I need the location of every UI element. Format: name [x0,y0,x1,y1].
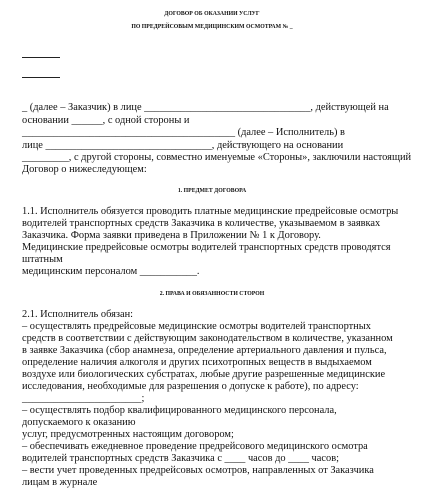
party-blank-1 [22,57,60,58]
section-2-line-12: – обеспечивать ежедневное проведение предрейсового медицинского осмотра [22,441,368,452]
section-2-line-8: _______________________; [22,393,145,404]
intro-line-1: _ (далее – Заказчик) в лице ________________________________, действующей на [22,102,389,113]
intro-line-3: _________________________________________ (далее – Исполнитель) в [22,127,345,138]
section-2-line-15: лицам в журнале [22,477,98,488]
section-1-heading: 1. ПРЕДМЕТ ДОГОВОРА [177,188,247,194]
section-1-line-2: водителей транспортных средств Заказчика в количестве, указываемом в заявках [22,218,381,229]
section-2-line-1: 2.1. Исполнитель обязан: [22,309,134,320]
section-2-line-14: – вести учет проведенных предрейсовых осмотров, направленных от Заказчика [22,465,374,476]
party-blank-2 [22,77,60,78]
section-2-line-10: допускаемого к оказанию [22,417,136,428]
section-2-line-2: – осуществлять предрейсовые медицинские осмотры водителей транспортных [22,321,371,332]
section-2-line-4: в заявке Заказчика (сбор анамнеза, определение артериального давления и пульса, [22,345,387,356]
section-2-line-6: воздухе или биологических субстратах, любые другие разрешенные медицинские [22,369,386,380]
document-title-line-2: ПО ПРЕДРЕЙСОВЫМ МЕДИЦИНСКИМ ОСМОТРАМ № _ [131,24,293,30]
section-2-line-13: водителей транспортных средств Заказчика с ____ часов до ____ часов; [22,453,339,464]
section-2-line-9: – осуществлять подбор квалифицированного медицинского персонала, [22,405,337,416]
section-2-line-11: услуг, предусмотренных настоящим договором; [22,429,234,440]
document-title-line-1: ДОГОВОР ОБ ОКАЗАНИИ УСЛУГ [164,11,260,17]
section-2-heading: 2. ПРАВА И ОБЯЗАННОСТИ СТОРОН [159,291,265,297]
section-2-line-3: средств в соответствии с действующим законодательством в количестве, указанном [22,333,393,344]
intro-line-2: основании ______, с одной стороны и [22,115,190,126]
section-1-line-4: Медицинские предрейсовые осмотры водителей транспортных средств проводятся [22,242,391,253]
section-1-line-3: Заказчика. Форма заявки приведена в Приложении № 1 к Договору. [22,230,321,241]
section-1-line-1: 1.1. Исполнитель обязуется проводить платные медицинские предрейсовые осмотры [22,206,399,217]
section-1-line-6: медицинским персоналом ___________. [22,266,200,277]
intro-line-4: лице ________________________________, действующего на основании [22,140,344,151]
intro-line-5: _________, с другой стороны, совместно именуемые «Стороны», заключили настоящий [22,152,412,163]
intro-line-6: Договор о нижеследующем: [22,164,147,175]
section-1-line-5: штатным [22,254,63,265]
section-2-line-7: исследования, необходимые для разрешения о допуске к работе), по адресу: [22,381,359,392]
section-2-line-5: определение наличия алкоголя и других психотропных веществ в выдыхаемом [22,357,372,368]
